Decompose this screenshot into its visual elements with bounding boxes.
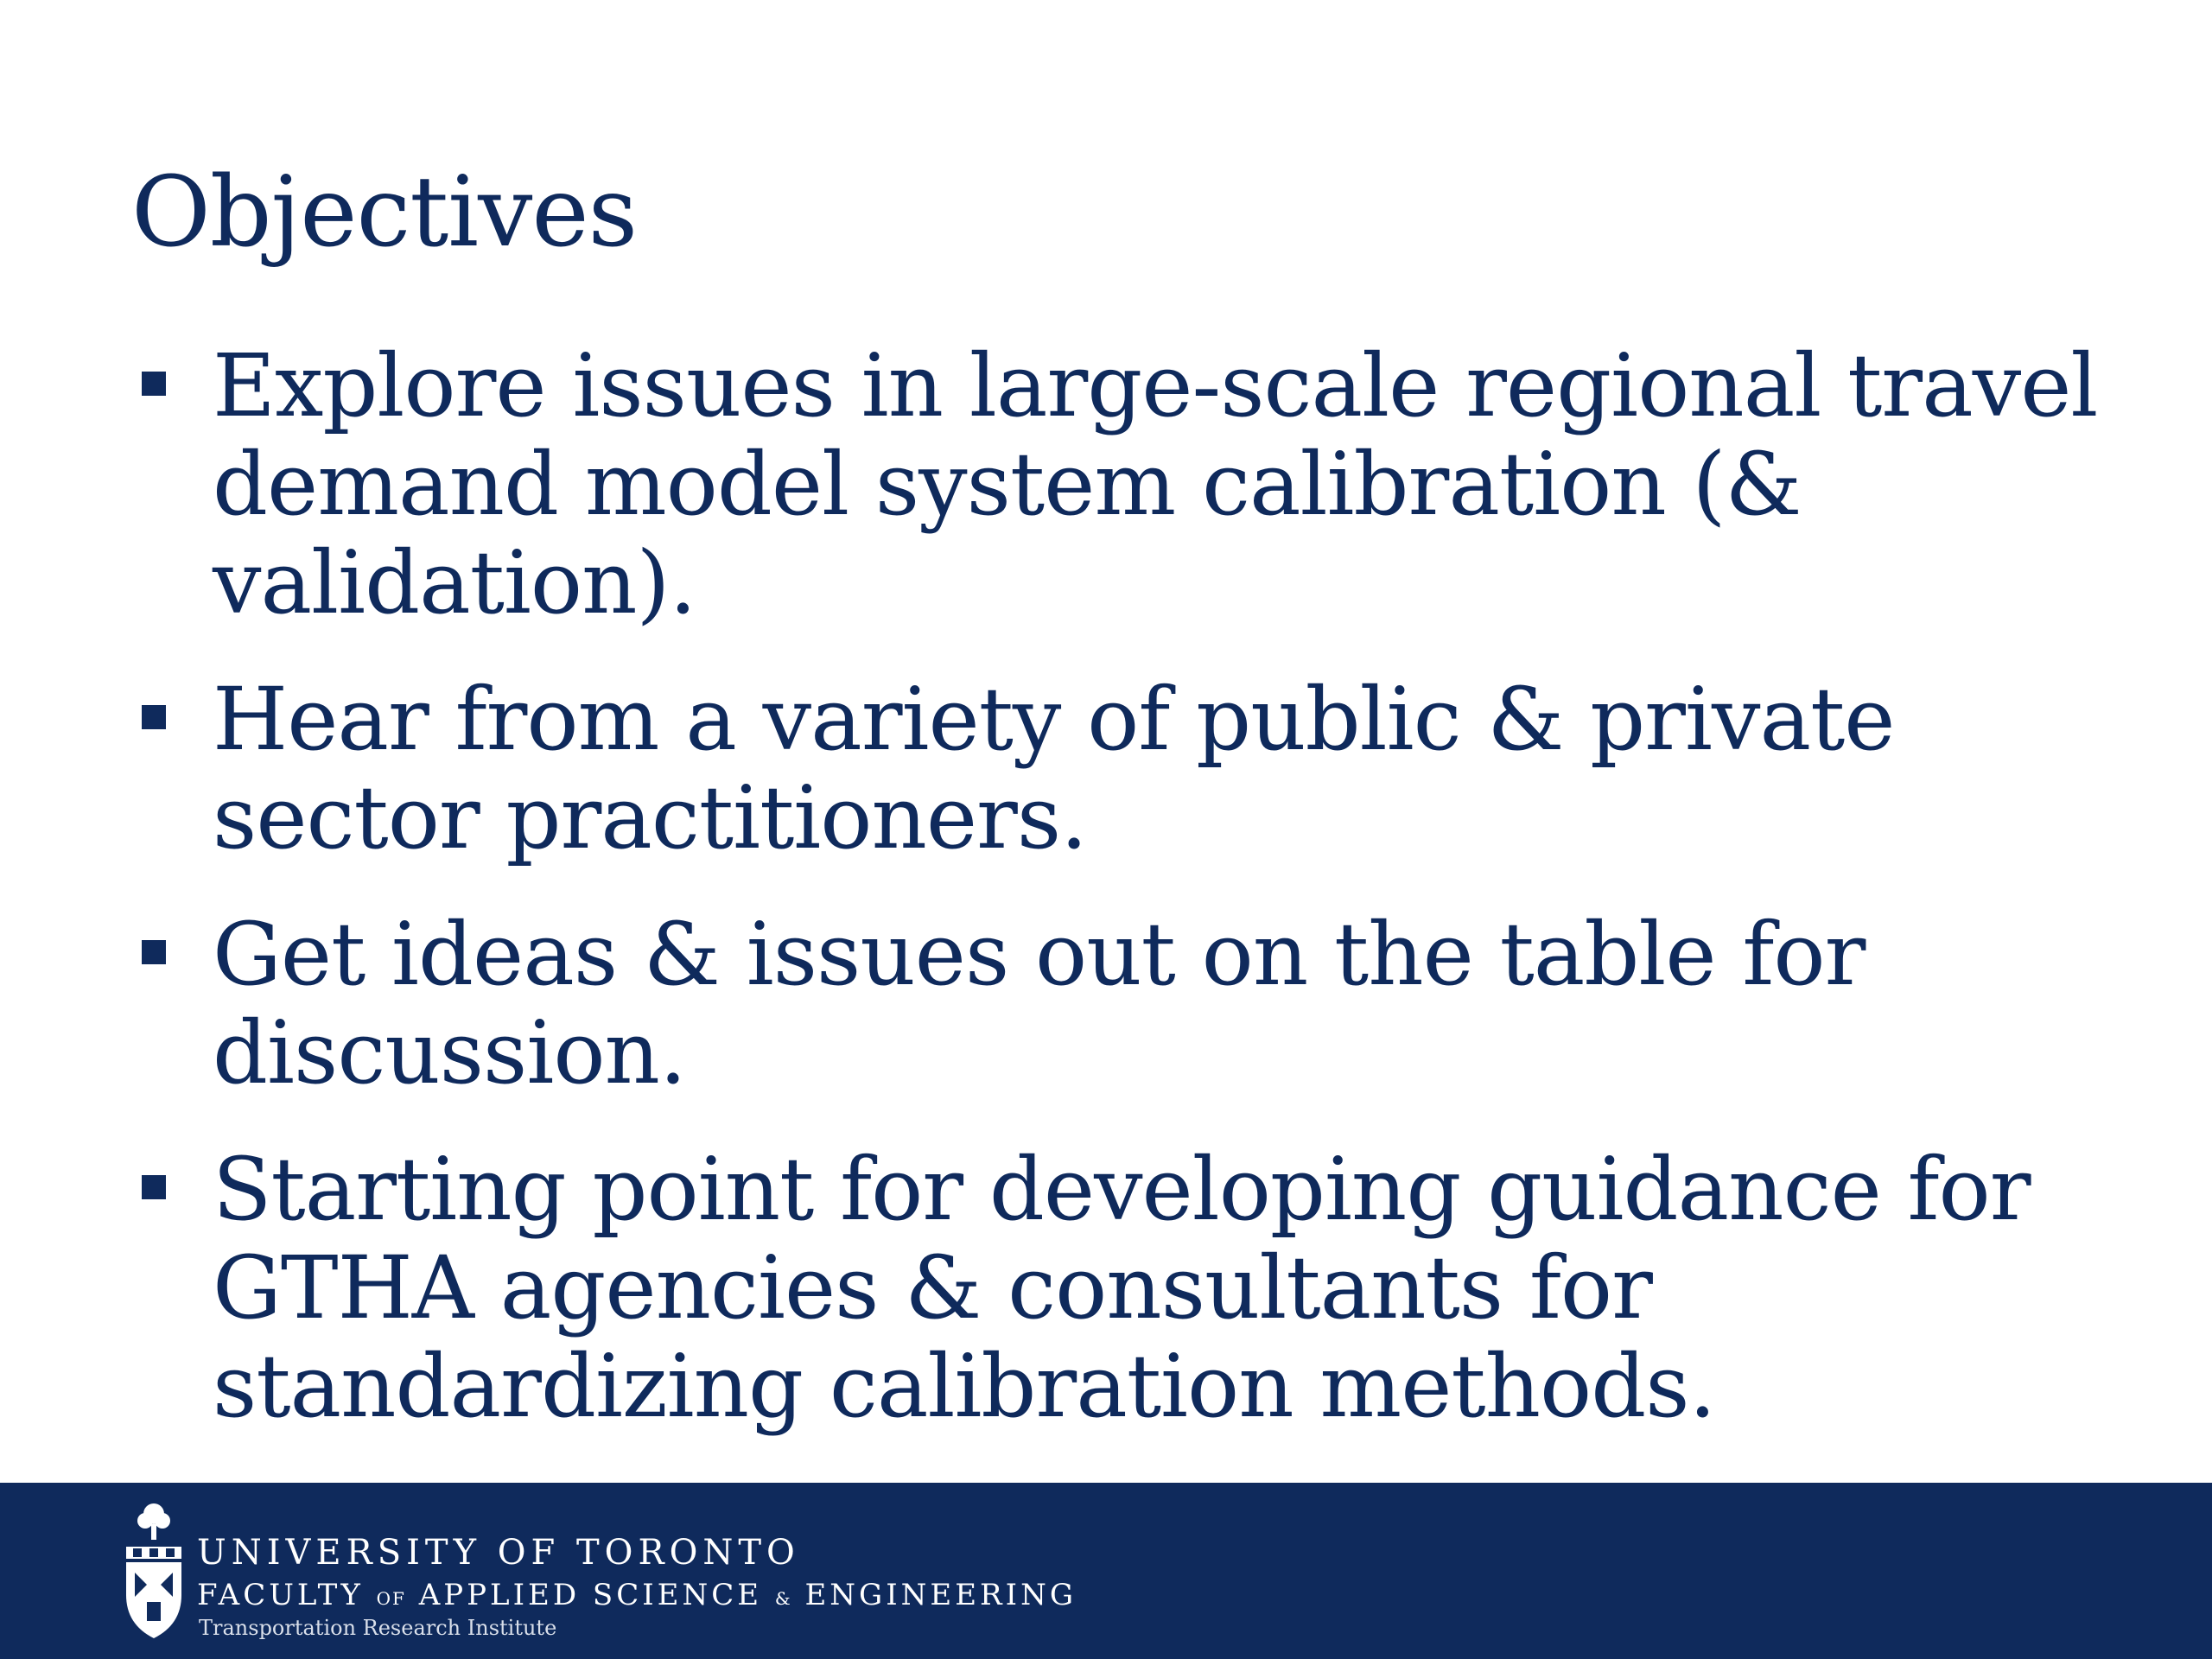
- bullet-item: [130, 1141, 2100, 1436]
- faculty-amp: &: [774, 1588, 792, 1609]
- faculty-of: OF: [376, 1588, 406, 1609]
- faculty-part1: FACULTY: [197, 1578, 364, 1612]
- bullet-item: [130, 671, 2100, 868]
- bullet-item: [130, 337, 2100, 632]
- faculty-part3: ENGINEERING: [804, 1578, 1077, 1612]
- bullet-text: Explore issues in large-scale regional travel demand model system calibration (& validation).: [213, 335, 2098, 633]
- university-name: UNIVERSITY OF TORONTO: [197, 1533, 800, 1573]
- square-bullet-icon: [142, 705, 166, 729]
- square-bullet-icon: [142, 1175, 166, 1199]
- bullet-item: [130, 906, 2100, 1103]
- institute-name: Transportation Research Institute: [199, 1616, 557, 1640]
- square-bullet-icon: [142, 372, 166, 396]
- faculty-name: [197, 1578, 1077, 1612]
- bullet-text: Starting point for developing guidance for GTHA agencies & consultants for standardizing calibration methods.: [213, 1139, 2031, 1437]
- university-crest-icon: [121, 1495, 187, 1643]
- bullet-text: Get ideas & issues out on the table for discussion.: [213, 904, 1866, 1103]
- slide-title: Objectives: [131, 156, 638, 270]
- faculty-part2: APPLIED SCIENCE: [418, 1578, 763, 1612]
- square-bullet-icon: [142, 940, 166, 964]
- bullet-list: [130, 337, 2100, 1474]
- bullet-text: Hear from a variety of public & private sector practitioners.: [213, 669, 1895, 868]
